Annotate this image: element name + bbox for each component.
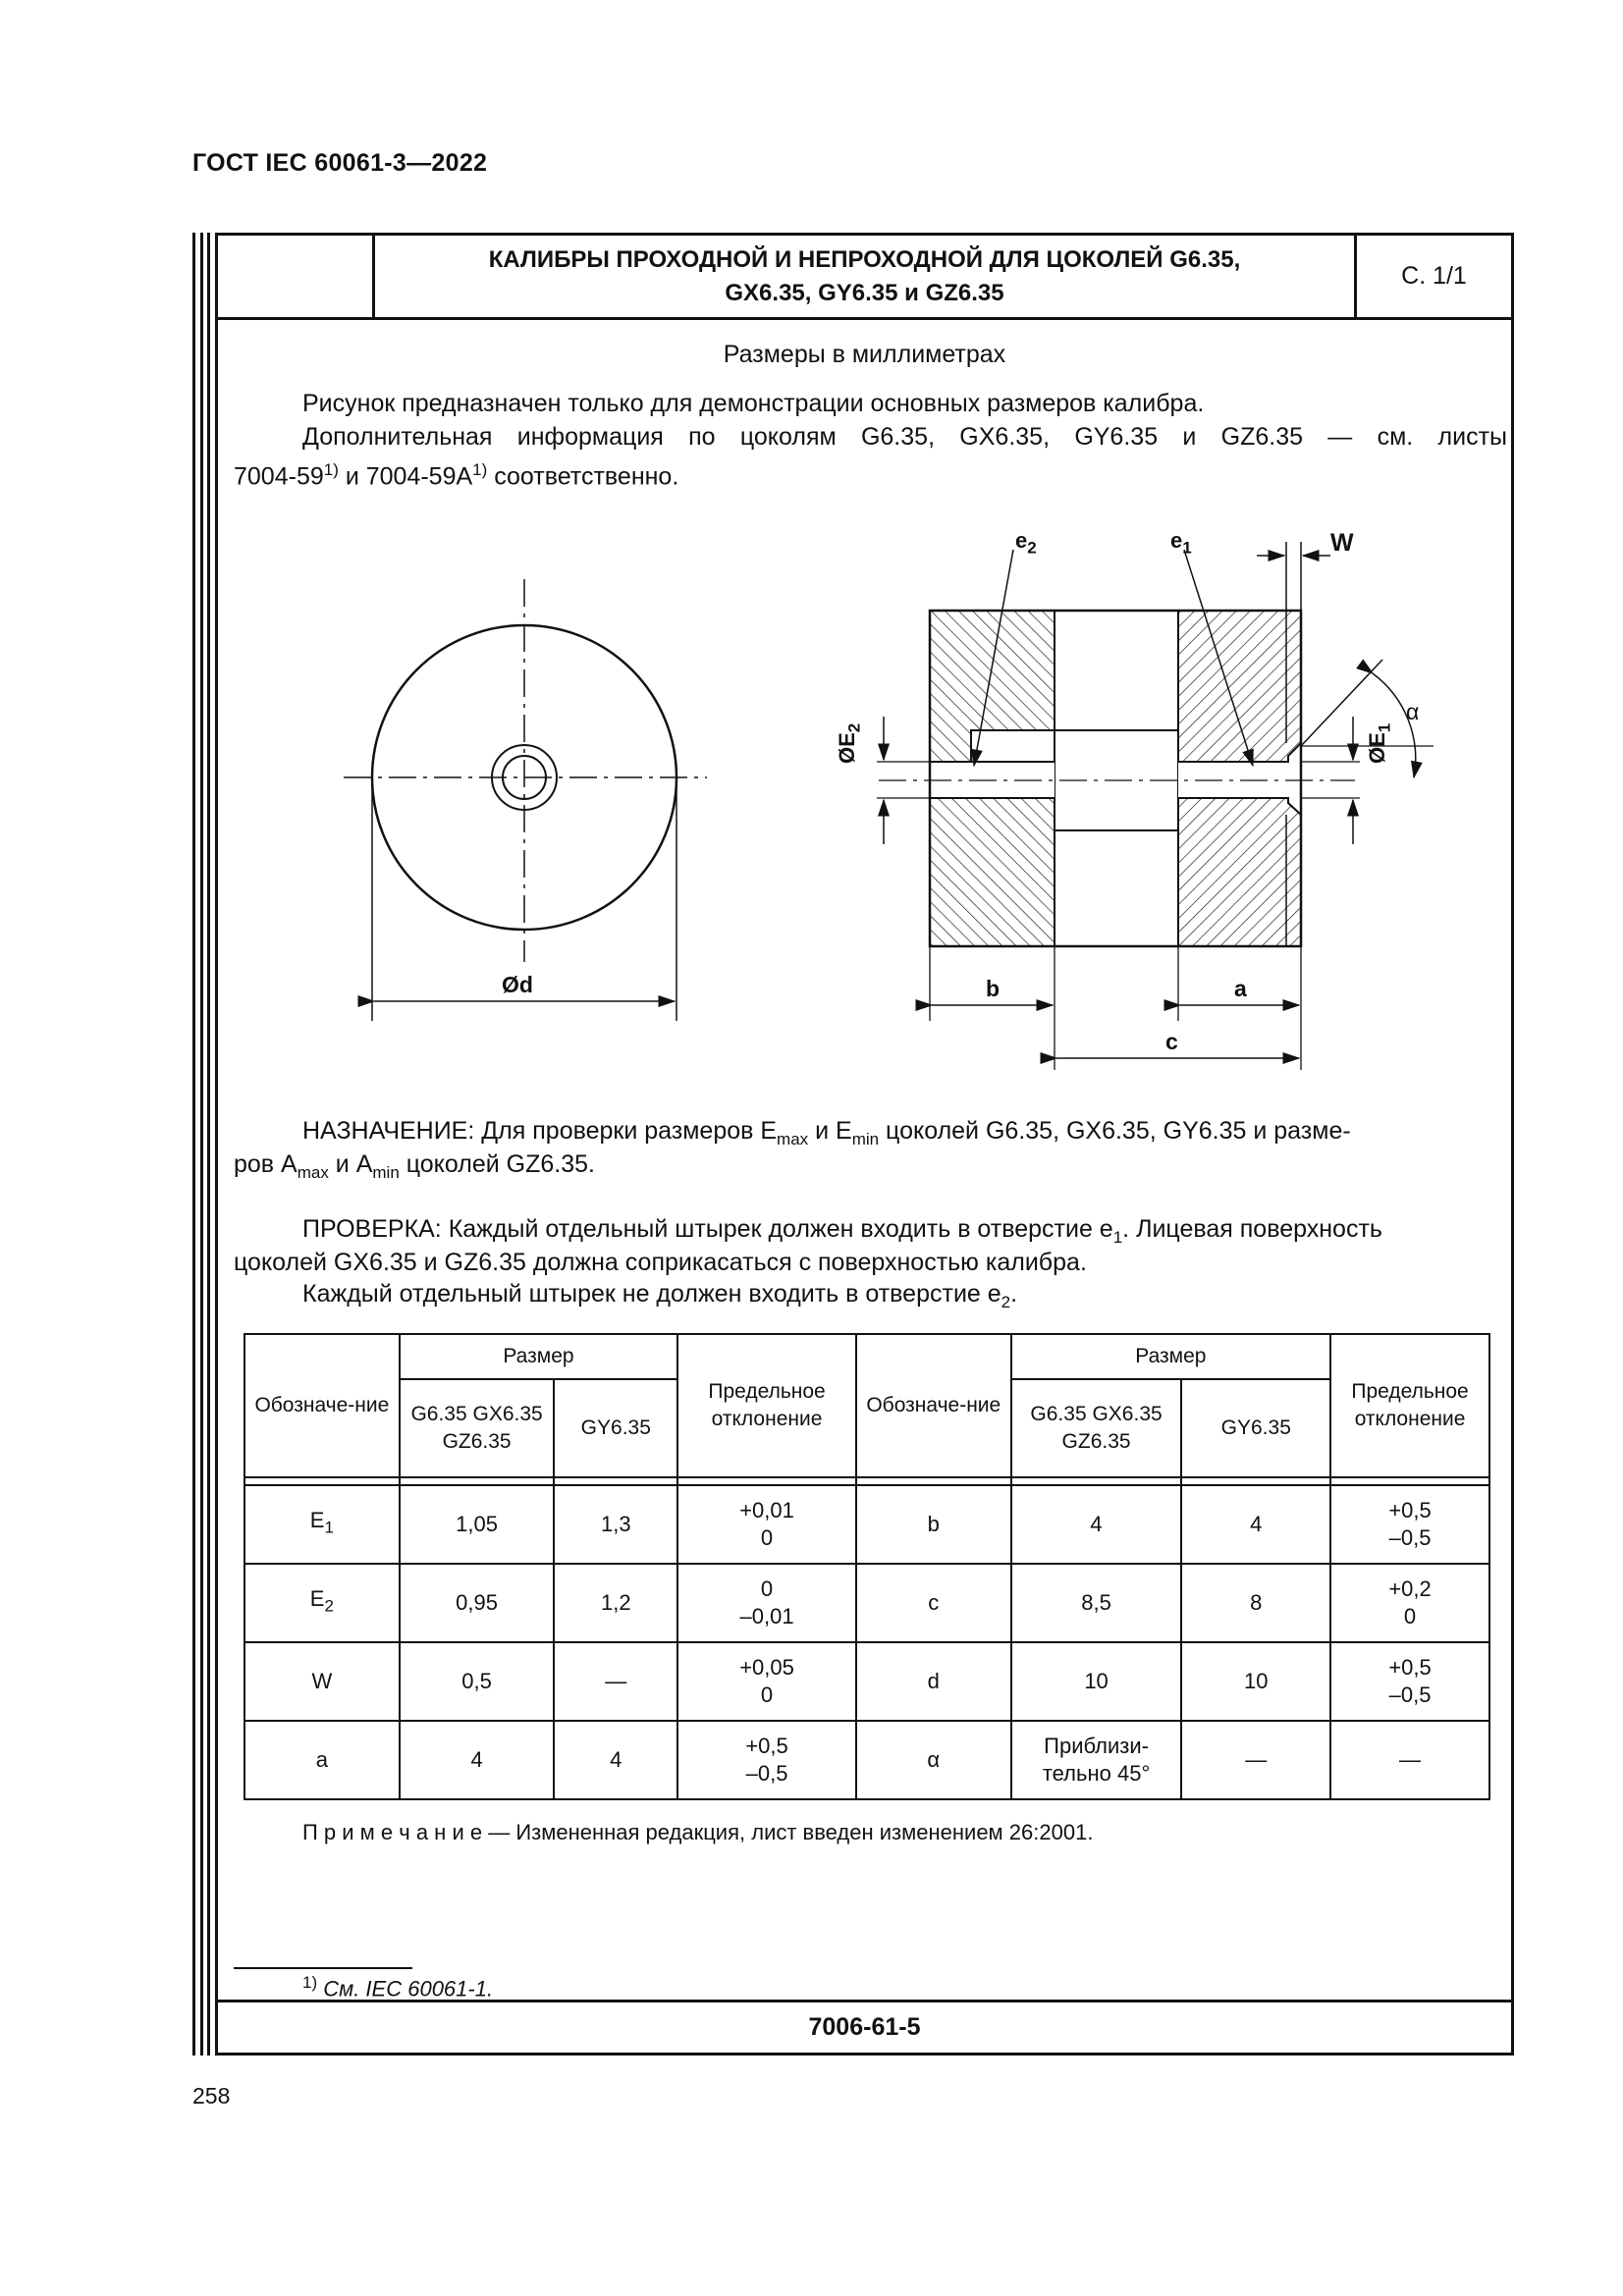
label-E2-sub: 2 [844,722,864,733]
tol-upper: +0,5 [1388,1655,1432,1680]
header-col-g6: G6.35 GX6.35 GZ6.35 [400,1379,555,1477]
sub-min: min [372,1163,400,1182]
label-alpha: α [1406,699,1420,724]
intro-line2: Дополнительная информация по цоколям G6.35, GX6.35, GY6.35 и GZ6.35 — см. листы [302,423,1507,451]
units-note: Размеры в миллиметрах [723,341,1006,368]
label-E1 [1365,723,1394,764]
footnote-mark: 1) [302,1973,318,1992]
cell-value: 4 [554,1721,677,1799]
check-line3 [302,1278,1017,1318]
cell-value: 4 [1181,1485,1330,1564]
tol-upper: +0,5 [1388,1498,1432,1522]
sheet-title-line2: GX6.35, GY6.35 и GZ6.35 [725,279,1004,306]
sub-1: 1 [1112,1228,1123,1247]
cell-tolerance [1330,1642,1489,1721]
header-col-g6: G6.35 GX6.35 GZ6.35 [1011,1379,1182,1477]
purpose-text: и E [808,1117,852,1145]
cell-designation: α [856,1721,1011,1799]
sheet-number: 7006-61-5 [218,2000,1511,2053]
tol-lower: –0,5 [1388,1525,1432,1550]
cell-tolerance: — [1330,1721,1489,1799]
footnote-mark: 1) [472,460,488,479]
label-E2-letter: ØE [835,732,859,764]
gauge-section-view [877,542,1434,1070]
label-a: a [1234,976,1247,1001]
cell-designation [244,1485,400,1564]
cell-tolerance [677,1485,856,1564]
sub-min: min [851,1130,880,1148]
label-e2 [1015,528,1037,558]
label-e1 [1170,528,1192,558]
header-tolerance: Предельное отклонение [1330,1334,1489,1477]
tol-upper: +0,5 [745,1734,788,1758]
tol-upper: +0,05 [739,1655,794,1680]
cell-designation: b [856,1485,1011,1564]
designation-letter: E [309,1586,325,1612]
sheet-title-line1: КАЛИБРЫ ПРОХОДНОЙ И НЕПРОХОДНОЙ ДЛЯ ЦОКОЛЕЙ G6.35, [488,245,1241,273]
cell-value: 0,5 [400,1642,555,1721]
sub-max: max [297,1163,329,1182]
label-w: W [1330,529,1354,557]
header-designation: Обозначе-ние [244,1334,400,1477]
label-e1-sub: 1 [1182,538,1192,558]
header-designation: Обозначе-ние [856,1334,1011,1477]
tol-upper: 0 [760,1576,774,1601]
intro-line1: Рисунок предназначен только для демонстрации основных размеров калибра. [302,390,1205,417]
tol-lower: –0,5 [1388,1682,1432,1707]
tol-upper: +0,2 [1388,1576,1432,1601]
cell-value: 10 [1011,1642,1182,1721]
cell-value: 10 [1181,1642,1330,1721]
label-e1-letter: e [1170,528,1183,553]
cell-value: — [554,1642,677,1721]
intro-tail: соответственно. [487,462,679,491]
designation-letter: E [309,1508,325,1533]
cell-tolerance [677,1564,856,1642]
label-E2 [835,723,864,764]
label-b: b [986,976,1001,1001]
cell-tolerance [677,1721,856,1799]
table-row [244,1564,1489,1642]
cell-value: 8 [1181,1564,1330,1642]
cell-designation [244,1721,400,1799]
header-size: Размер [400,1334,677,1379]
cell-tolerance [1330,1485,1489,1564]
cell-designation [244,1564,400,1642]
sub-max: max [777,1130,809,1148]
cell-value: 1,3 [554,1485,677,1564]
table-row [244,1485,1489,1564]
check-text: . Лицевая поверхность [1122,1215,1382,1243]
footnote-divider [234,1967,412,1969]
cell-designation [244,1642,400,1721]
footnote [302,1973,493,2002]
check-text: ПРОВЕРКА: Каждый отдельный штырек должен входить в отверстие e [302,1215,1113,1243]
header-size: Размер [1011,1334,1330,1379]
purpose-text: цоколей GZ6.35. [399,1150,595,1178]
label-d: Ød [502,972,533,997]
dimensions-table [243,1333,1490,1800]
tol-lower: 0 [760,1525,774,1550]
purpose-text: НАЗНАЧЕНИЕ: Для проверки размеров E [302,1117,778,1145]
tol-lower: 0 [760,1682,774,1707]
sub-2: 2 [1001,1293,1011,1311]
gauge-drawing [0,0,1623,1129]
designation-sub: 2 [324,1596,334,1616]
cell-value: 1,05 [400,1485,555,1564]
cell-tolerance [677,1642,856,1721]
table-row [244,1721,1489,1799]
sheet-ref-1: 7004-59 [234,462,324,491]
purpose-text: цоколей G6.35, GX6.35, GY6.35 и разме- [879,1117,1351,1145]
designation-letter: a [315,1747,328,1772]
note-label: П р и м е ч а н и е [302,1820,483,1844]
cell-value: 4 [1011,1485,1182,1564]
header-col-gy6: GY6.35 [554,1379,677,1477]
cell-value: Приблизи-тельно 45° [1011,1721,1182,1799]
tol-upper: +0,01 [739,1498,794,1522]
cell-value: 4 [400,1721,555,1799]
table-row [244,1642,1489,1721]
cell-value: 8,5 [1011,1564,1182,1642]
purpose-text: и A [328,1150,373,1178]
cell-value: 1,2 [554,1564,677,1642]
header-tolerance: Предельное отклонение [677,1334,856,1477]
label-e2-sub: 2 [1027,538,1037,558]
cell-designation: d [856,1642,1011,1721]
cell-value: 0,95 [400,1564,555,1642]
document-header: ГОСТ IEC 60061-3—2022 [192,149,488,177]
tol-lower: –0,01 [739,1604,794,1629]
cell-designation: c [856,1564,1011,1642]
footnote-text: См. IEC 60061-1. [317,1976,494,2002]
sheet-ref-2: и 7004-59А [338,462,473,491]
cell-value: — [1181,1721,1330,1799]
purpose-text: ров A [234,1150,298,1178]
gauge-front-view [344,579,707,1021]
note [302,1820,1093,1845]
purpose-line2 [234,1148,595,1189]
tol-lower: –0,5 [745,1761,788,1786]
sheet-page-ref: С. 1/1 [1401,262,1467,290]
check-text: . [1010,1280,1018,1308]
footnote-mark: 1) [323,460,339,479]
note-text: — Измененная редакция, лист введен изменением 26:2001. [482,1820,1094,1844]
cell-tolerance [1330,1564,1489,1642]
designation-sub: 1 [324,1518,334,1537]
label-c: c [1165,1029,1178,1054]
check-line2: цоколей GX6.35 и GZ6.35 должна соприкасаться с поверхностью калибра. [234,1249,1087,1276]
tol-lower: 0 [1403,1604,1417,1629]
check-text: Каждый отдельный штырек не должен входить в отверстие e [302,1280,1001,1308]
designation-letter: W [311,1669,333,1693]
page-number: 258 [192,2083,231,2109]
label-E1-sub: 1 [1375,722,1394,733]
header-col-gy6: GY6.35 [1181,1379,1330,1477]
label-E1-letter: ØE [1365,732,1389,764]
label-e2-letter: e [1015,528,1028,553]
